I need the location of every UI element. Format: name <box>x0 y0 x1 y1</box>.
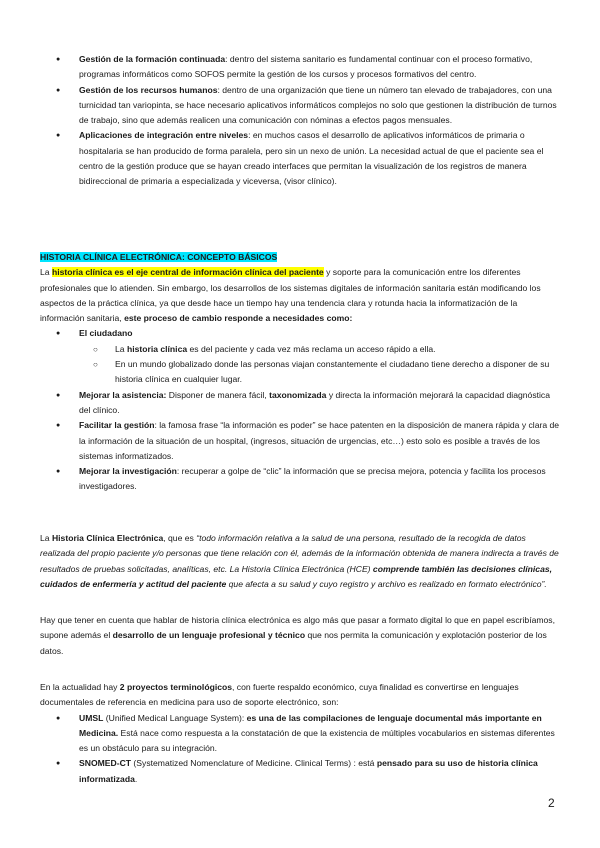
item-text: (Systematized Nomenclature of Medicine. Clinical Terms) : está <box>131 758 377 769</box>
list-item <box>40 756 560 787</box>
bold-text: desarrollo de un lenguaje profesional y técnico <box>112 630 306 641</box>
paragraph-text <box>40 613 560 659</box>
hce-definition-paragraph <box>40 531 560 592</box>
item-text: (Unified Medical Language System): <box>103 712 247 723</box>
item-bold-text: pensado para su uso de historia clínica informatizada <box>79 758 538 784</box>
paragraph-text <box>40 531 560 592</box>
page-number: 2 <box>548 796 555 810</box>
item-text: Disponer de manera fácil, <box>166 389 270 400</box>
text: En la actualidad hay <box>40 682 120 692</box>
item-title: UMSL <box>79 712 104 723</box>
list-item <box>40 388 560 419</box>
item-text: : recuperar a golpe de “clic” la información que se precisa mejora, potencia y facilita los procesos investigadores. <box>79 466 546 492</box>
terminology-section <box>40 680 560 787</box>
section-heading-text: HISTORIA CLÍNICA ELECTRÓNICA: CONCEPTO BÁSICOS <box>40 252 278 262</box>
intro-text: y soporte para la comunicación entre los diferentes profesionales que lo atienden. Sin embargo, los desarrollos de los sistemas digitales de información sanitaria están modificando los aspectos de la práctica clínica, ya que desde hace un tiempo hay una tendencia clara y rotunda hacia la informatización de la información sanitaria, <box>40 267 541 324</box>
text: La <box>40 533 52 543</box>
text: , con fuerte respaldo económico, cuya finalidad es convertirse en lenguajes documentales de referencia en medicina para uso de soporte electrónico, son: <box>40 682 519 708</box>
text: que nos permita la comunicación y explotación posterior de los datos. <box>40 630 547 656</box>
bold-term: Historia Clínica Electrónica <box>51 533 164 543</box>
citizen-sub-list <box>40 342 560 388</box>
item-text: La <box>115 343 127 354</box>
item-title: Gestión de los recursos humanos <box>79 84 218 95</box>
item-text: y directa la información mejorará la capacidad diagnóstica del clínico. <box>79 389 550 415</box>
language-paragraph <box>40 613 560 659</box>
italic-quote: que afecta a su salud y cuyo registro y archivo es realizado en formato electrónico”. <box>226 578 547 589</box>
text: , que es <box>163 533 197 543</box>
item-text: : dentro del sistema sanitario es fundamental continuar con el proceso formativo, programas informáticos como SOFOS permite la gestión de los cursos y procesos formativos del centro. <box>79 54 533 80</box>
item-text: . <box>134 773 138 784</box>
item-title: Aplicaciones de integración entre niveles <box>79 130 249 141</box>
item-bold-text: taxonomizada <box>269 389 327 400</box>
terminology-bullet-list <box>40 711 560 787</box>
item-text: : la famosa frase “la información es poder” se hace patenten en la disposición de manera rápida y clara de la información de la situación de un hospital, (ingresos, situación de urgencias, etc…) esto solo es posible a través de los sistemas informatizados. <box>79 420 560 461</box>
text: Hay que tener en cuenta que hablar de historia clínica electrónica es algo más que pasar a formato digital lo que en papel escribíamos, supone además el <box>40 615 555 641</box>
sub-list-item <box>40 342 560 357</box>
list-item <box>40 128 560 189</box>
intro-bold-text: este proceso de cambio responde a necesidades como: <box>124 313 353 324</box>
item-title: Mejorar la asistencia: <box>79 389 167 400</box>
bold-italic-quote: comprende también las decisiones clínicas, cuidados de enfermería y actitud del paciente <box>40 563 553 589</box>
item-text: es del paciente y cada vez más reclama un acceso rápido a ella. <box>187 343 436 354</box>
item-text: : en muchos casos el desarrollo de aplicativos informáticos de primaria o hospitalaria se han producido de forma paralela, pero sin un nexo de unión. La necesidad actual de que el paciente sea el centro de la gestión produce que se hayan creado interfaces que permitan la visualización de los registros de manera bidireccional de primaria a especializada y viceversa, (visor clínico). <box>79 130 544 187</box>
needs-bullet-list <box>40 326 560 494</box>
item-bold-text: es una de las compilaciones de lenguaje documental más importante en Medicina. <box>79 712 542 738</box>
item-text: En un mundo globalizado donde las personas viajan constantemente el ciudadano tiene derecho a disponer de su historia clínica en cualquier lugar. <box>115 359 550 385</box>
item-title: Mejorar la investigación <box>79 466 177 477</box>
list-item <box>40 464 560 495</box>
italic-quote: “todo información relativa a la salud de una persona, resultado de la recogida de datos realizada del propio paciente y/o personas que tiene relación con él, además de la información obtenida de manera indirecta a través de resultados de pruebas solicitadas, analíticas, etc. La Historia Clínica Electrónica (HCE) <box>40 533 559 574</box>
list-item <box>40 418 560 464</box>
sub-list-item <box>40 357 560 388</box>
section-intro <box>40 265 560 326</box>
management-bullet-list <box>40 52 560 190</box>
highlighted-phrase: historia clínica es el eje central de información clínica del paciente <box>51 267 324 278</box>
section-heading <box>40 250 560 265</box>
list-item <box>40 711 560 757</box>
list-item <box>40 83 560 129</box>
list-item <box>40 326 560 387</box>
item-title: Facilitar la gestión <box>79 420 155 431</box>
item-text: : dentro de una organización que tiene un número tan elevado de trabajadores, con una turnicidad tan variopinta, se hace necesario aplicativos informáticos complejos no solo que gestionen la distribución de turnos de trabajo, sino que además realicen una comunicación con nóminas a efectos pagos mensuales. <box>79 84 557 126</box>
item-text: Está nace como respuesta a la constatación de que la existencia de múltiples vocabularios en sistemas diferentes es un obstáculo para su integración. <box>79 727 555 754</box>
management-list-block <box>40 52 560 190</box>
hce-section <box>40 250 560 495</box>
item-bold-text: historia clínica <box>126 343 188 354</box>
item-title: Gestión de la formación continuada <box>79 54 226 64</box>
bold-text: 2 proyectos terminológicos <box>119 682 233 692</box>
list-item <box>40 52 560 83</box>
paragraph-text <box>40 680 560 711</box>
item-title: El ciudadano <box>79 328 133 339</box>
intro-text: La <box>40 267 52 278</box>
item-title: SNOMED-CT <box>79 758 132 769</box>
